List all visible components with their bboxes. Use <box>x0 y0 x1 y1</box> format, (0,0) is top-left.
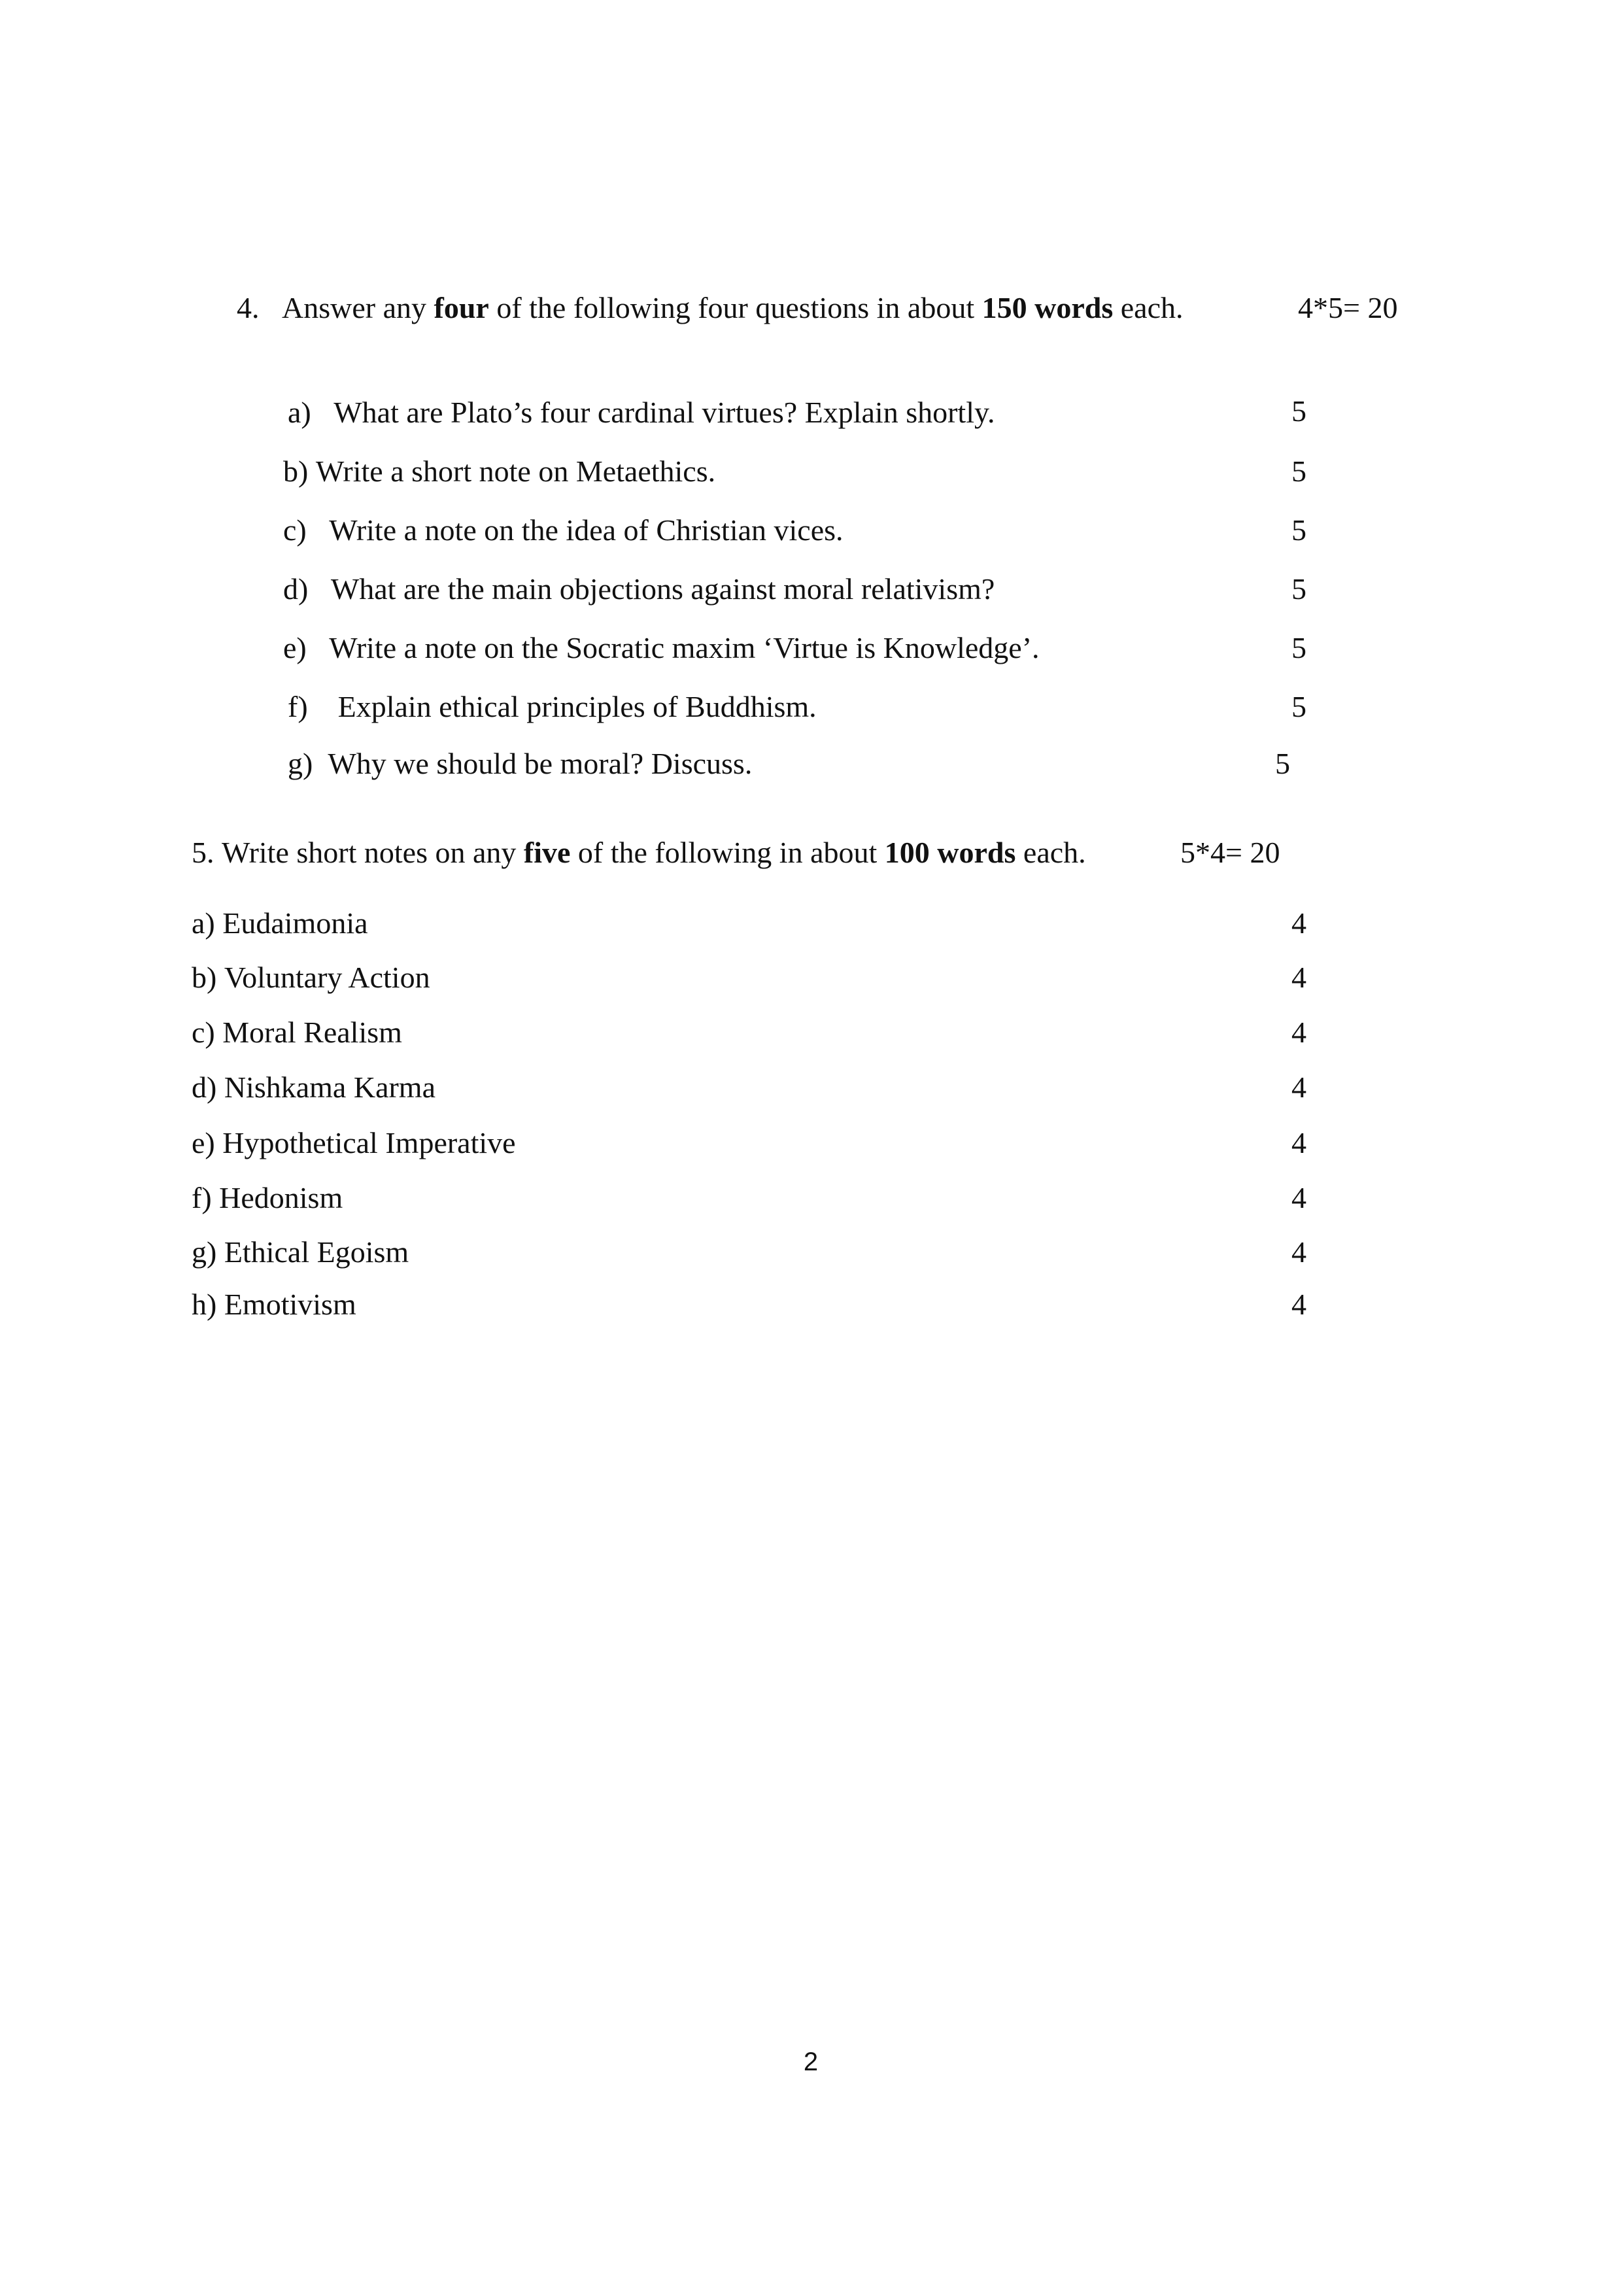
question-text: each. <box>1113 291 1184 324</box>
question-emphasis: four <box>434 291 489 324</box>
question-4-heading <box>237 290 1184 326</box>
item-label: f) <box>192 1181 212 1214</box>
item-text: Explain ethical principles of Buddhism. <box>337 690 817 723</box>
question-text: Write short notes on any <box>222 836 524 869</box>
question-number: 4. <box>237 291 260 324</box>
question-emphasis: five <box>523 836 571 869</box>
item-label: d) <box>192 1071 217 1104</box>
list-item <box>192 1286 356 1323</box>
list-item <box>192 1180 343 1216</box>
list-item <box>283 512 844 549</box>
item-label: g) <box>192 1235 217 1269</box>
item-label: e) <box>283 631 307 664</box>
question-5-heading <box>192 834 1086 871</box>
item-label: g) <box>288 747 313 780</box>
item-label: f) <box>288 690 308 723</box>
item-text: What are Plato’s four cardinal virtues? Explain shortly. <box>333 396 995 429</box>
list-item <box>192 1069 435 1106</box>
item-label: b) <box>192 961 217 994</box>
question-5-total-marks: 5*4= 20 <box>1180 836 1280 869</box>
item-marks: 5 <box>1291 513 1306 547</box>
item-text: What are the main objections against moral relativism? <box>330 572 995 606</box>
question-4-total-marks: 4*5= 20 <box>1298 291 1398 324</box>
item-text: Emotivism <box>224 1288 356 1321</box>
item-text: Moral Realism <box>222 1016 402 1049</box>
question-text: of the following in about <box>570 836 885 869</box>
item-text: Voluntary Action <box>224 961 430 994</box>
item-text: Write a note on the Socratic maxim ‘Virtue is Knowledge’. <box>329 631 1040 664</box>
item-text: Hedonism <box>219 1181 343 1214</box>
item-label: c) <box>192 1016 215 1049</box>
item-text: Hypothetical Imperative <box>222 1126 516 1159</box>
item-marks: 4 <box>1291 1016 1306 1049</box>
list-item <box>283 571 995 608</box>
item-text: Nishkama Karma <box>224 1071 435 1104</box>
list-item <box>192 1014 402 1051</box>
item-text: Write a note on the idea of Christian vices. <box>329 513 844 547</box>
item-marks: 5 <box>1275 747 1290 780</box>
item-label: d) <box>283 572 309 606</box>
item-label: a) <box>192 906 215 940</box>
item-label: c) <box>283 513 307 547</box>
item-marks: 4 <box>1291 961 1306 994</box>
question-emphasis: 100 words <box>884 836 1016 869</box>
item-label: e) <box>192 1126 215 1159</box>
item-marks: 5 <box>1291 394 1306 428</box>
item-label: a) <box>288 396 311 429</box>
item-marks: 4 <box>1291 1181 1306 1214</box>
list-item <box>192 959 430 996</box>
question-number: 5. <box>192 836 214 869</box>
question-text: Answer any <box>282 291 434 324</box>
question-text: of the following four questions in about <box>488 291 982 324</box>
question-text: each. <box>1015 836 1086 869</box>
item-marks: 5 <box>1291 690 1306 723</box>
item-marks: 4 <box>1291 906 1306 940</box>
item-text: Ethical Egoism <box>224 1235 409 1269</box>
item-marks: 4 <box>1291 1071 1306 1104</box>
item-marks: 5 <box>1291 454 1306 488</box>
list-item <box>283 630 1040 666</box>
item-label: b) <box>283 454 309 488</box>
item-marks: 4 <box>1291 1126 1306 1159</box>
list-item <box>288 689 817 725</box>
list-item <box>192 905 368 942</box>
question-emphasis: 150 words <box>981 291 1114 324</box>
item-marks: 4 <box>1291 1288 1306 1321</box>
list-item <box>288 745 752 782</box>
item-text: Why we should be moral? Discuss. <box>328 747 753 780</box>
item-marks: 4 <box>1291 1235 1306 1269</box>
item-text: Eudaimonia <box>222 906 368 940</box>
item-marks: 5 <box>1291 572 1306 606</box>
item-marks: 5 <box>1291 631 1306 664</box>
list-item <box>192 1125 516 1161</box>
list-item <box>192 1234 409 1271</box>
item-label: h) <box>192 1288 217 1321</box>
page-number: 2 <box>803 2048 819 2076</box>
item-text: Write a short note on Metaethics. <box>315 454 716 488</box>
list-item <box>283 453 715 490</box>
list-item <box>288 394 995 431</box>
